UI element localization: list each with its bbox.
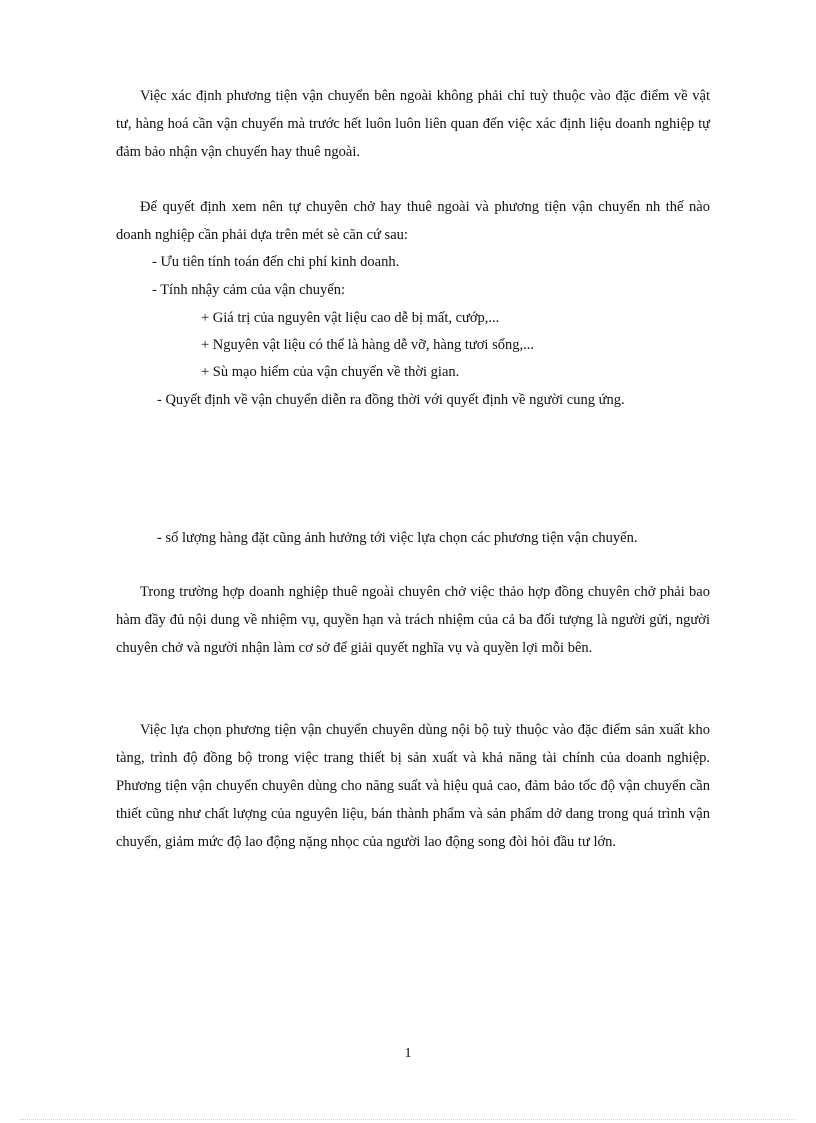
page-bottom-border bbox=[20, 1119, 796, 1120]
sub-bullet-hang-de-vo: + Nguyên vật liệu có thể là hàng dễ vỡ, hàng tươi sống,... bbox=[201, 337, 534, 353]
paragraph-chuyen-dung-noi-bo: Việc lựa chọn phương tiện vận chuyển chuyên dùng nội bộ tuỳ thuộc vào đặc điểm sản xuất kho tàng, trình độ đồng bộ trong việc trang thiết bị sản xuất và khả năng tài chính của doanh nghiệp. Phương tiện vận chuyển chuyên dùng cho năng suất và hiệu quả cao, đảm bảo tốc độ vận chuyển cần thiết cũng như chất lượng của nguyên liệu, bán thành phẩm và sản phẩm dở dang trong quá trình vận chuyển, giảm mức độ lao động nặng nhọc của người lao động song đòi hỏi đầu tư lớn. bbox=[116, 722, 710, 850]
bullet-quyet-dinh-van-chuyen: - Quyết định về vận chuyển diễn ra đồng thời với quyết định về người cung ứng. bbox=[157, 392, 625, 408]
bullet-uu-tien-chi-phi: - Ưu tiên tính toán đến chi phí kinh doanh. bbox=[152, 254, 400, 270]
paragraph-thue-ngoai: Trong trường hợp doanh nghiệp thuê ngoài chuyên chở việc thảo hợp đồng chuyên chở phải bao hàm đầy đủ nội dung về nhiệm vụ, quyền hạn và trách nhiệm của cả ba đối tượng là người gửi, người chuyên chở và người nhận làm cơ sở để giải quyết nghĩa vụ và quyền lợi mỗi bên. bbox=[116, 584, 710, 656]
paragraph-de-quyet-dinh: Để quyết định xem nên tự chuyên chở hay thuê ngoài và phương tiện vận chuyển nh thế nào doanh nghiệp cần phải dựa trên mét sè căn cứ sau: bbox=[116, 199, 710, 243]
sub-bullet-gia-tri: + Giá trị của nguyên vật liệu cao dễ bị mất, cướp,... bbox=[201, 310, 500, 326]
bullet-so-luong-hang: - số lượng hàng đặt cũng ảnh hưởng tới việc lựa chọn các phương tiện vận chuyển. bbox=[157, 530, 638, 546]
page-number: 1 bbox=[404, 1046, 412, 1061]
bullet-tinh-nhay-cam: - Tính nhậy cảm của vận chuyển: bbox=[152, 282, 345, 298]
sub-bullet-mao-hiem: + Sù mạo hiểm của vận chuyển về thời gian. bbox=[201, 364, 460, 380]
paragraph-phuong-tien-ben-ngoai: Việc xác định phương tiện vận chuyển bên ngoài không phải chỉ tuỳ thuộc vào đặc điểm về vật tư, hàng hoá cần vận chuyển mà trước hết luôn luôn liên quan đến việc xác định liệu doanh nghiệp tự đảm bảo nhận vận chuyển hay thuê ngoài. bbox=[116, 88, 710, 160]
